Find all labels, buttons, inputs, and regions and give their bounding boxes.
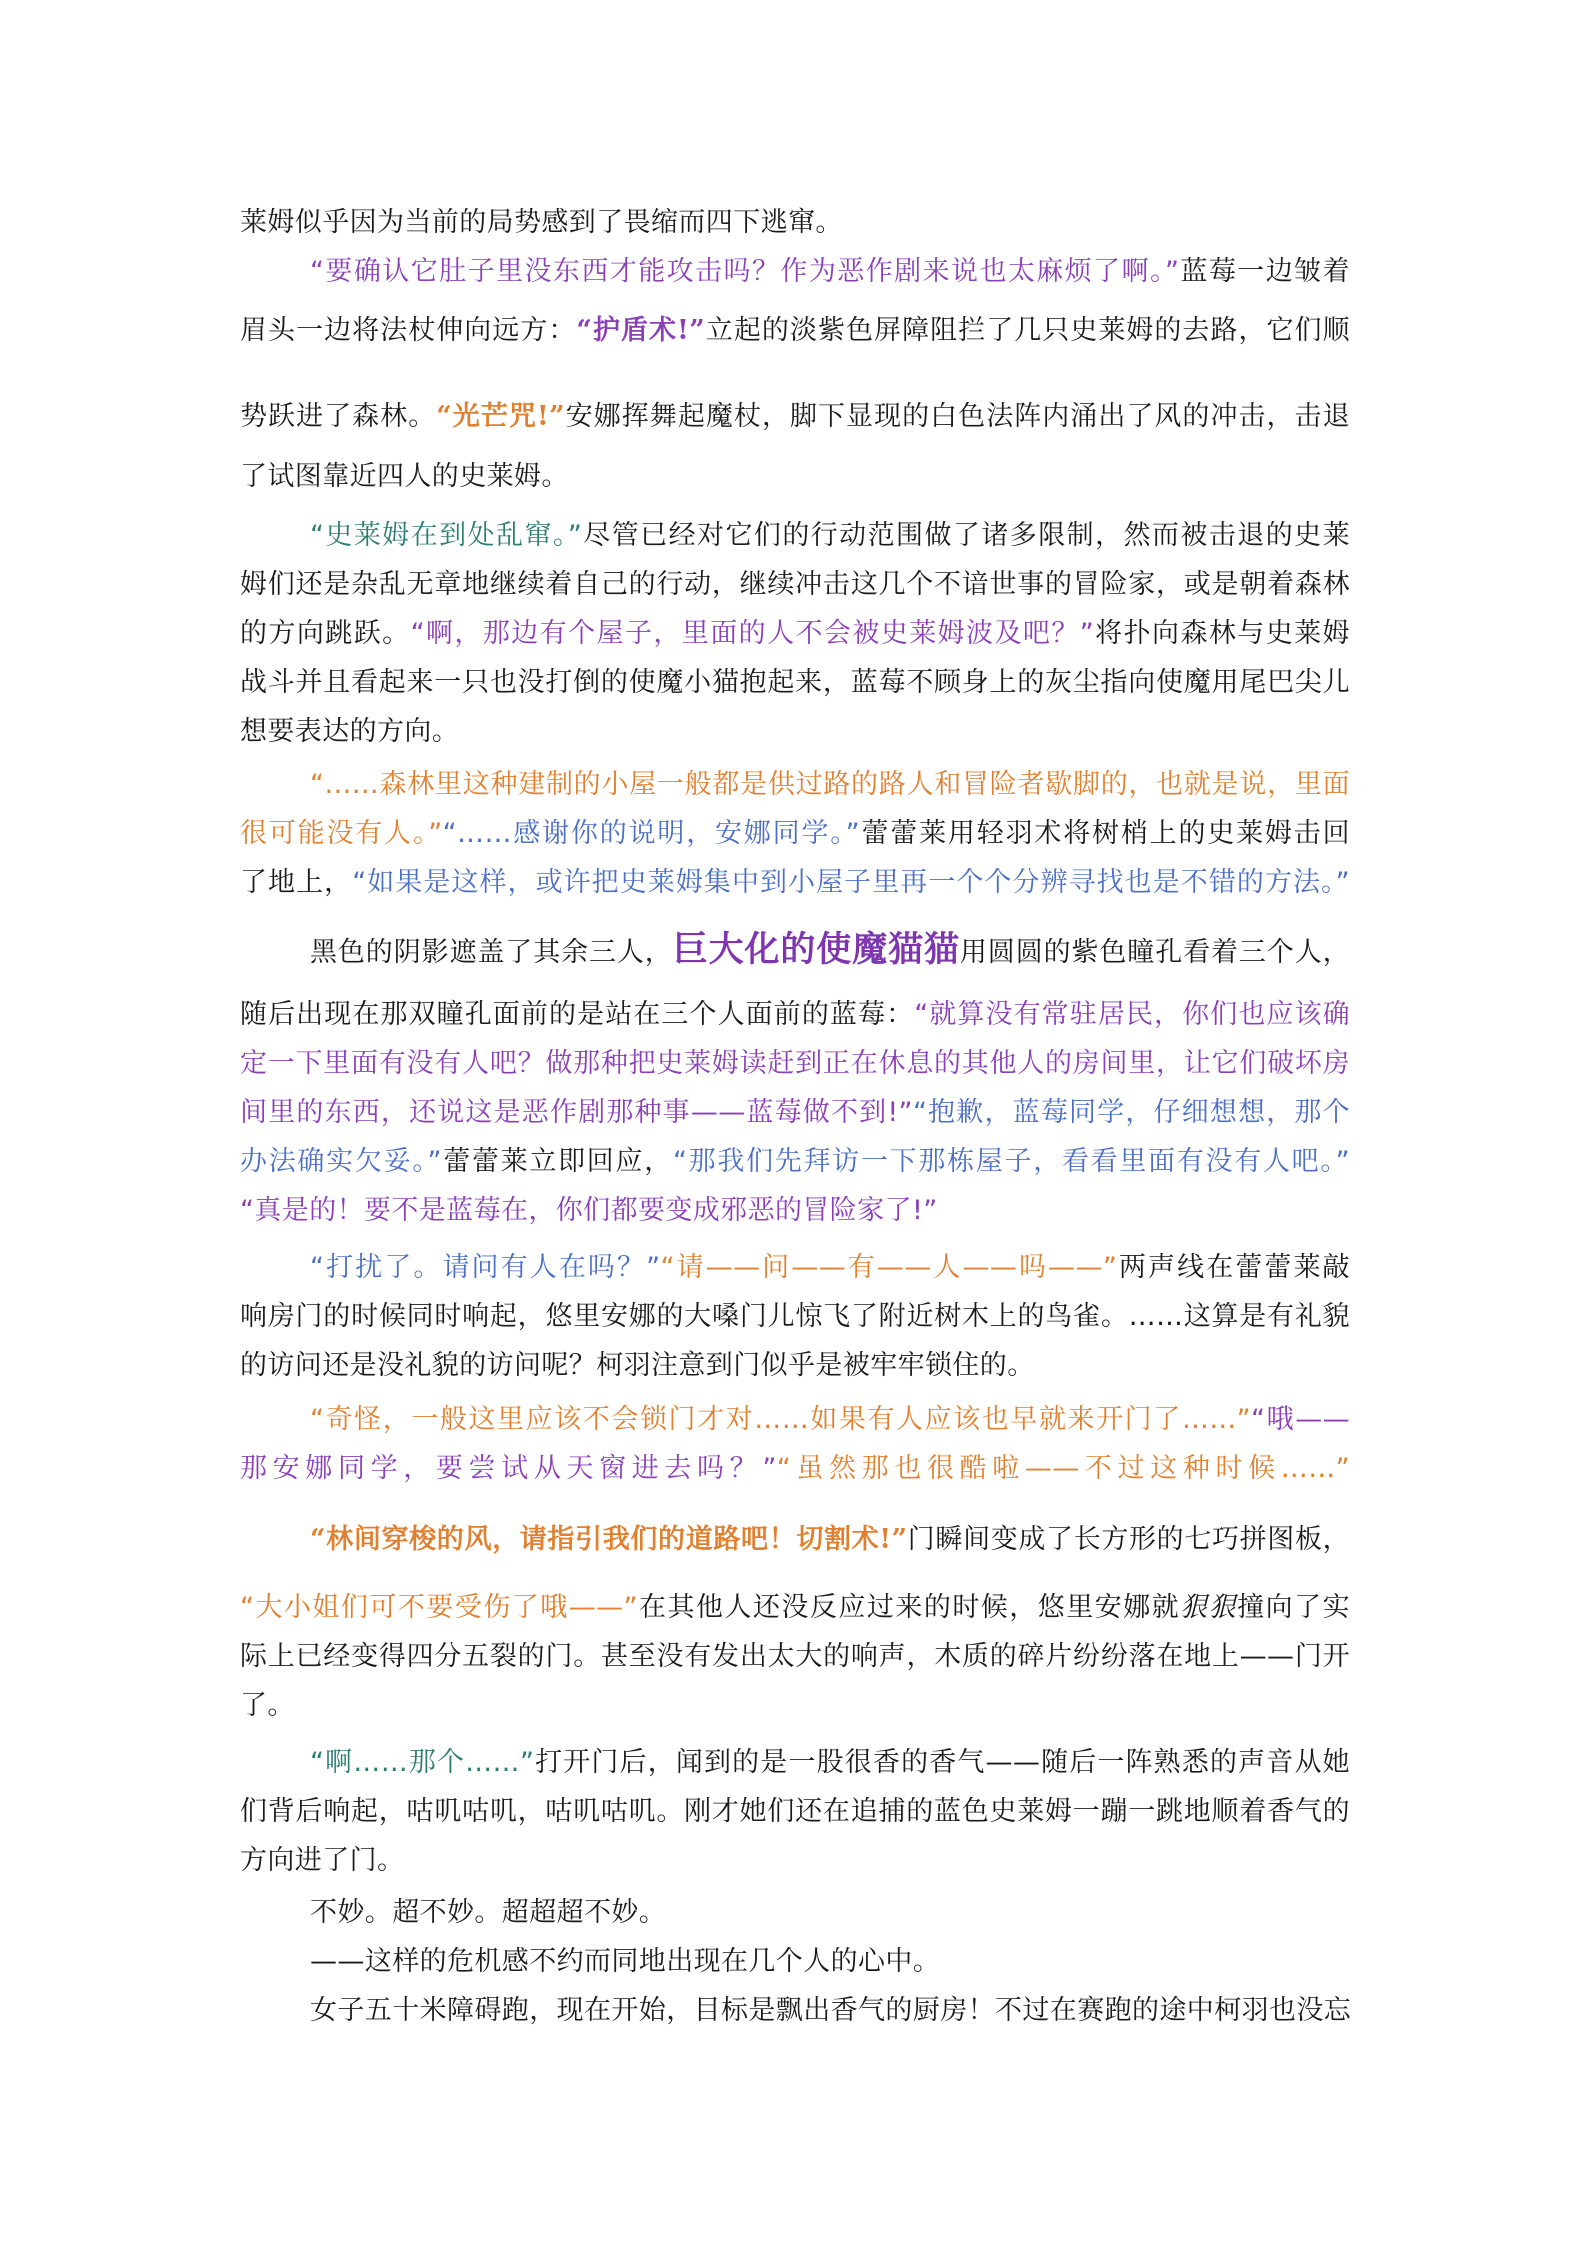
styled-text: “林间穿梭的风，请指引我们的道路吧！切割术!” [310,1524,908,1555]
styled-text: “虽然那也很酷啦——不过这种时候……” [776,1453,1350,1484]
styled-text: “奇怪，一般这里应该不会锁门才对……如果有人应该也早就来开门了……” [310,1404,1252,1435]
styled-text: “光芒咒!” [436,401,566,432]
styled-text: 巨大化的使魔猫猫 [672,930,960,970]
narration-text: 眉头一边将法杖伸向远方： [240,315,577,346]
text-line [240,1449,1350,1489]
styled-text: “真是的！要不是蓝莓在，你们都要变成邪恶的冒险家了!” [240,1195,938,1226]
text-line [310,1248,1350,1288]
text-line [240,1044,1350,1084]
text-line [310,1520,1350,1560]
narration-text: 莱姆似乎因为当前的局势感到了畏缩而四下逃窜。 [240,207,843,238]
narration-text: 打开门后，闻到的是一股很香的香气——随后一阵熟悉的声音从她 [534,1747,1350,1778]
text-line [240,614,1350,654]
narration-text: 的访问还是没礼貌的访问呢？柯羽注意到门似乎是被牢牢锁住的。 [240,1350,1035,1381]
styled-text: 间里的东西，还说这是恶作剧那种事——蓝莓做不到!” [240,1097,913,1128]
narration-text: 在其他人还没反应过来的时候，悠里安娜就 [637,1592,1181,1623]
narration-text: 响房门的时候同时响起，悠里安娜的大嗓门儿惊飞了附近树木上的鸟雀。……这算是有礼貌 [240,1301,1350,1332]
text-line [310,1400,1350,1440]
styled-text: “抱歉，蓝莓同学，仔细想想，那个 [912,1097,1350,1128]
narration-text: 不妙。超不妙。超超超不妙。 [310,1897,667,1928]
narration-text: 门瞬间变成了长方形的七巧拼图板， [907,1524,1350,1555]
styled-text: “啊，那边有个屋子，里面的人不会被史莱姆波及吧？” [410,618,1095,649]
text-line [310,1942,1350,1982]
styled-text: “哦—— [1251,1404,1350,1435]
text-line [310,252,1350,292]
narration-text: 的方向跳跃。 [240,618,411,649]
narration-text: 了。 [240,1690,295,1721]
narration-text: 将扑向森林与史莱姆 [1094,618,1350,649]
styled-text: “……感谢你的说明，安娜同学。” [442,818,861,849]
narration-text: 安娜挥舞起魔杖，脚下显现的白色法阵内涌出了风的冲击，击退 [565,401,1350,432]
narration-text: 尽管已经对它们的行动范围做了诸多限制，然而被击退的史莱 [582,520,1350,551]
narration-text: 蕾蕾莱立即回应， [441,1146,673,1177]
text-line [310,1893,1350,1933]
styled-text: “那我们先拜访一下那栋屋子，看看里面有没有人吧。” [672,1146,1351,1177]
text-line [310,765,1350,805]
narration-text: 蓝莓一边皱着 [1179,256,1350,287]
text-line [240,1346,1350,1386]
narration-text: 了地上， [240,867,353,898]
text-line [240,663,1350,703]
text-line [240,814,1350,854]
text-line [240,1686,1350,1726]
text-line [240,203,1350,243]
text-line [240,995,1350,1035]
styled-text: “啊……那个……” [310,1747,535,1778]
narration-text: 们背后响起，咕叽咕叽，咕叽咕叽。刚才她们还在追捕的蓝色史莱姆一蹦一跳地顺着香气的 [240,1796,1350,1827]
styled-text: “如果是这样，或许把史莱姆集中到小屋子里再一个个分辨寻找也是不错的方法。” [352,867,1350,898]
styled-text: “请——问——有——人——吗——” [660,1252,1118,1283]
styled-text: “大小姐们可不要受伤了哦——” [240,1592,638,1623]
text-line [240,1792,1350,1832]
narration-text: 撞向了实 [1237,1592,1350,1623]
styled-text: “就算没有常驻居民，你们也应该确 [914,999,1350,1030]
text-line [310,930,1350,973]
styled-text: 定一下里面有没有人吧？做那种把史莱姆读赶到正在休息的其他人的房间里，让它们破坏房 [240,1048,1350,1079]
narration-text: 了试图靠近四人的史莱姆。 [240,461,569,492]
narration-text: ——这样的危机感不约而同地出现在几个人的心中。 [310,1946,941,1977]
styled-text: 办法确实欠妥。” [240,1146,442,1177]
styled-text: “……森林里这种建制的小屋一般都是供过路的路人和冒险者歇脚的，也就是说，里面 [310,769,1350,800]
text-line [240,1637,1350,1677]
narration-text: 立起的淡紫色屏障阻拦了几只史莱姆的去路，它们顺 [705,315,1350,346]
narration-text: 势跃进了森林。 [240,401,437,432]
text-line [310,516,1350,556]
narration-text: 姆们还是杂乱无章地继续着自己的行动，继续冲击这几个不谙世事的冒险家，或是朝着森林 [240,569,1350,600]
text-line [240,565,1350,605]
narration-text: 女子五十米障碍跑，现在开始，目标是飘出香气的厨房！不过在赛跑的途中柯羽也没忘 [310,1995,1352,2026]
text-line [240,1297,1350,1337]
text-line [310,1991,1350,2031]
narration-text: 方向进了门。 [240,1845,405,1876]
styled-text: “史莱姆在到处乱窜。” [310,520,583,551]
narration-text: 际上已经变得四分五裂的门。甚至没有发出太大的响声，木质的碎片纷纷落在地上——门开 [240,1641,1350,1672]
text-line [310,1743,1350,1783]
text-line [240,1191,1350,1231]
styled-text: “打扰了。请问有人在吗？” [310,1252,661,1283]
styled-text: “要确认它肚子里没东西才能攻击吗？作为恶作剧来说也太麻烦了啊。” [310,256,1180,287]
narration-text: 随后出现在那双瞳孔面前的是站在三个人面前的蓝莓： [240,999,915,1030]
styled-text: “护盾术!” [576,315,706,346]
text-line [240,457,1350,497]
text-line [240,1841,1350,1881]
text-line [240,1588,1350,1628]
narration-text: 蕾蕾莱用轻羽术将树梢上的史莱姆击回 [860,818,1351,849]
text-line [240,1142,1350,1182]
text-line [240,863,1350,903]
text-line [240,397,1350,437]
text-line [240,712,1350,752]
text-line [240,311,1350,351]
narration-text: 黑色的阴影遮盖了其余三人， [310,937,673,968]
narration-text: 战斗并且看起来一只也没打倒的使魔小猫抱起来，蓝莓不顾身上的灰尘指向使魔用尾巴尖儿 [240,667,1350,698]
narration-text: 想要表达的方向。 [240,716,460,747]
narration-text: 两声线在蕾蕾莱敲 [1117,1252,1350,1283]
styled-text: 很可能没有人。” [240,818,443,849]
text-line [240,1093,1350,1133]
styled-text: 狠狠 [1180,1592,1238,1623]
styled-text: 那安娜同学，要尝试从天窗进去吗？” [240,1453,777,1484]
narration-text: 用圆圆的紫色瞳孔看着三个人， [959,937,1350,968]
